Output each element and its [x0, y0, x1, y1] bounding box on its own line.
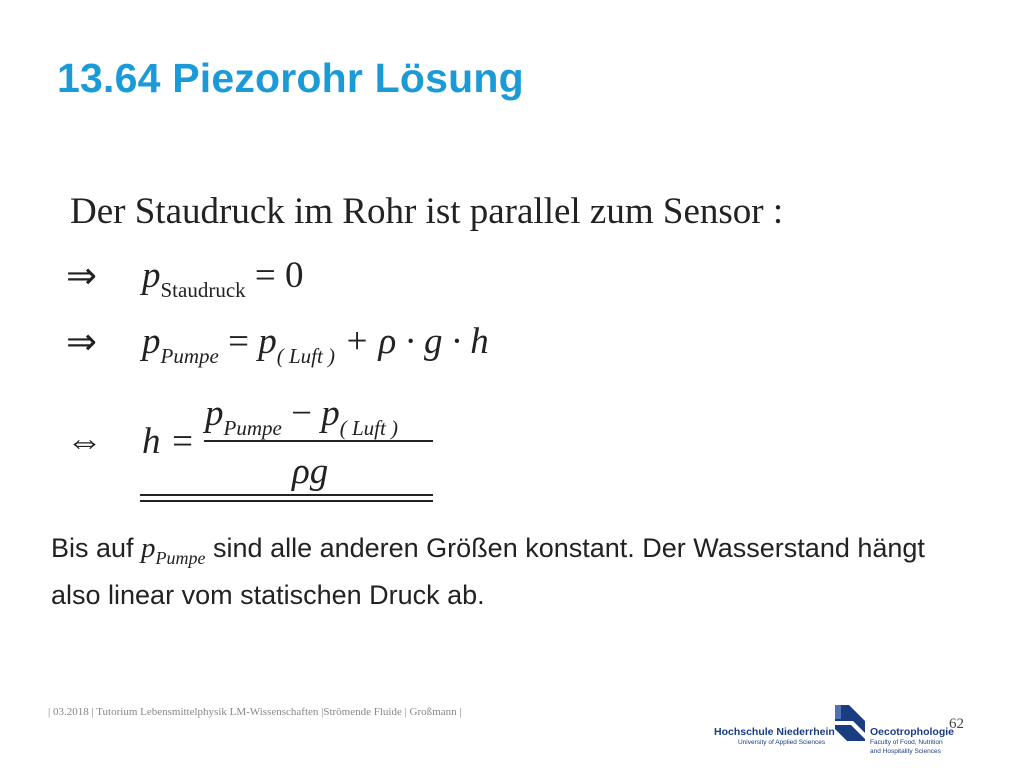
- pressure-symbol: p: [258, 321, 277, 362]
- subscript-pumpe: Pumpe: [155, 548, 206, 568]
- result-underline-top: [140, 494, 433, 496]
- oeco-name: Oecotrophologie: [870, 726, 954, 738]
- implies-arrow: ⇒: [66, 322, 98, 363]
- fraction-numerator: [205, 392, 398, 441]
- slide-title: 13.64 Piezorohr Lösung: [57, 55, 524, 101]
- subscript-pumpe: Pumpe: [223, 416, 282, 440]
- hochschule-logo-icon: [833, 703, 867, 743]
- page-number: 62: [949, 716, 964, 732]
- pressure-symbol: p: [321, 393, 340, 434]
- conclusion-paragraph: [51, 530, 951, 614]
- h-equals: h =: [142, 421, 195, 462]
- rho-g-h-term: + ρ · g · h: [335, 321, 489, 362]
- oeco-subtitle-2: and Hospitality Sciences: [870, 747, 941, 755]
- fraction-bar: [204, 440, 433, 442]
- oeco-subtitle-1: Faculty of Food, Nutrition: [870, 739, 943, 746]
- minus-sign: −: [281, 393, 322, 434]
- rhs-zero: = 0: [245, 255, 304, 296]
- para-text-start: Bis auf: [51, 533, 142, 563]
- equivalence-arrow: ⇔: [66, 421, 103, 462]
- pressure-symbol: p: [205, 393, 224, 434]
- fraction-denominator: ρg: [292, 451, 329, 492]
- intro-statement: Der Staudruck im Rohr ist parallel zum Sensor :: [70, 191, 784, 232]
- pressure-symbol: p: [142, 321, 161, 362]
- hochschule-name: Hochschule Niederrhein: [714, 726, 835, 738]
- subscript-luft: ( Luft ): [276, 344, 336, 368]
- inline-p-pumpe: [141, 532, 206, 568]
- oecotrophologie-logo-text: [870, 726, 954, 755]
- subscript-pumpe: Pumpe: [160, 344, 219, 368]
- para-text-end: sind alle anderen Größen konstant. Der Wasserstand hängt also linear vom statischen Druck ab.: [51, 533, 925, 610]
- hochschule-subtitle: University of Applied Sciences: [738, 739, 826, 746]
- subscript-staudruck: Staudruck: [160, 278, 246, 302]
- result-underline-bottom: [140, 500, 433, 502]
- hochschule-logo-text: [714, 726, 835, 746]
- pressure-symbol: p: [142, 255, 161, 296]
- implies-arrow: ⇒: [66, 256, 98, 297]
- footer-text: | 03.2018 | Tutorium Lebensmittelphysik LM-Wissenschaften |Strömende Fluide | Großmann |: [48, 706, 462, 718]
- equals-sign: =: [218, 321, 259, 362]
- pressure-symbol: p: [141, 532, 156, 564]
- subscript-luft: ( Luft ): [339, 416, 399, 440]
